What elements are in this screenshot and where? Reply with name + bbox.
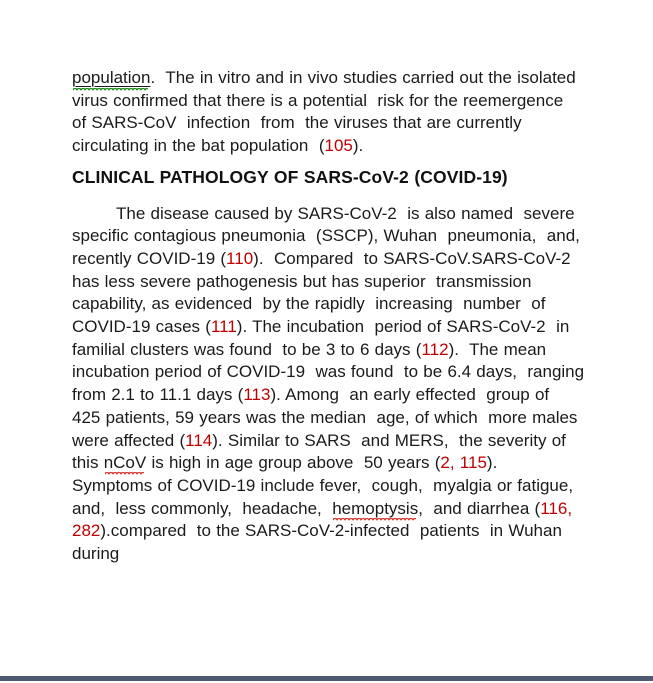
- text-line: [72, 225, 592, 248]
- citation-number: 116,: [540, 498, 573, 518]
- text-run: circulating in the bat population (: [72, 136, 325, 156]
- citation-number: 112: [421, 339, 449, 359]
- text-line: [72, 271, 592, 294]
- text-run: incubation period of COVID-19 was found to be 6.4 days, ranging: [72, 362, 585, 382]
- text-line: [72, 339, 592, 362]
- text-line: [72, 316, 592, 339]
- text-run: COVID-19 cases (: [72, 317, 211, 337]
- text-run: ).: [486, 453, 498, 473]
- paragraph-clinical-pathology: [72, 203, 592, 566]
- text-run: Symptoms of COVID-19 include fever, cough, myalgia or fatigue,: [72, 475, 574, 495]
- text-line: [72, 293, 592, 316]
- paragraph-reemergence: [72, 67, 592, 158]
- text-run: ). Compared to SARS-CoV.SARS-CoV-2: [253, 248, 571, 268]
- citation-number: 113: [243, 385, 271, 405]
- text-line: [72, 203, 592, 226]
- text-run: ). Among an early effected group of: [270, 385, 550, 405]
- text-run: . The in vitro and in vivo studies carried out the isolated: [150, 68, 576, 87]
- text-run: ).compared to the SARS-CoV-2-infected patients in Wuhan: [100, 521, 562, 541]
- text-run: were affected (: [72, 430, 186, 450]
- text-line: [72, 543, 592, 566]
- text-line: [72, 452, 592, 475]
- text-run: 425 patients, 59 years was the median age, of which more males: [72, 407, 578, 427]
- text-run: , and diarrhea (: [418, 498, 541, 518]
- text-run: recently COVID-19 (: [72, 248, 227, 268]
- text-line: [72, 498, 592, 521]
- text-line: [72, 67, 592, 90]
- text-line: [72, 407, 592, 430]
- text-run: of SARS-CoV infection from the viruses that are currently: [72, 113, 522, 133]
- text-run: ). The incubation period of SARS-CoV-2 in: [236, 317, 570, 337]
- text-run: The disease caused by SARS-CoV-2 is also named severe: [116, 203, 575, 223]
- text-run: ).: [352, 136, 364, 156]
- text-run: familial clusters was found to be 3 to 6 days (: [72, 339, 422, 359]
- text-line: [72, 112, 592, 135]
- text-run: has less severe pathogenesis but has superior transmission: [72, 271, 532, 291]
- page-bottom-edge: [0, 676, 653, 681]
- text-line: [72, 384, 592, 407]
- text-line: [72, 475, 592, 498]
- citation-number: 114: [185, 430, 213, 450]
- text-run: capability, as evidenced by the rapidly increasing number of: [72, 294, 546, 314]
- text-line: [72, 520, 592, 543]
- citation-number: 282: [72, 521, 101, 541]
- text-run: is high in age group above 50 years (: [146, 453, 441, 473]
- text-run: ). Similar to SARS and MERS, the severity of: [212, 430, 566, 450]
- document-text-area[interactable]: [72, 67, 592, 566]
- grammar-flagged-word: population: [72, 68, 151, 87]
- text-line: [72, 248, 592, 271]
- text-run: during: [72, 544, 120, 564]
- citation-number: 105: [324, 136, 353, 156]
- misspelled-word: nCoV: [103, 453, 147, 473]
- citation-number: 111: [210, 317, 237, 337]
- text-run: this: [72, 453, 104, 473]
- text-run: specific contagious pneumonia (SSCP), Wuhan pneumonia, and,: [72, 226, 580, 246]
- text-run: virus confirmed that there is a potential risk for the reemergence: [72, 90, 564, 110]
- text-run: ). The mean: [448, 339, 547, 359]
- misspelled-word: hemoptysis: [332, 498, 419, 518]
- text-line: [72, 361, 592, 384]
- citation-number: 2, 115: [440, 453, 487, 473]
- section-heading: CLINICAL PATHOLOGY OF SARS-CoV-2 (COVID-19): [72, 166, 508, 187]
- text-line: [72, 430, 592, 453]
- text-line: [72, 90, 592, 113]
- citation-number: 110: [226, 248, 254, 268]
- text-run: and, less commonly, headache,: [72, 498, 333, 518]
- text-line: [72, 135, 592, 158]
- text-run: from 2.1 to 11.1 days (: [72, 385, 244, 405]
